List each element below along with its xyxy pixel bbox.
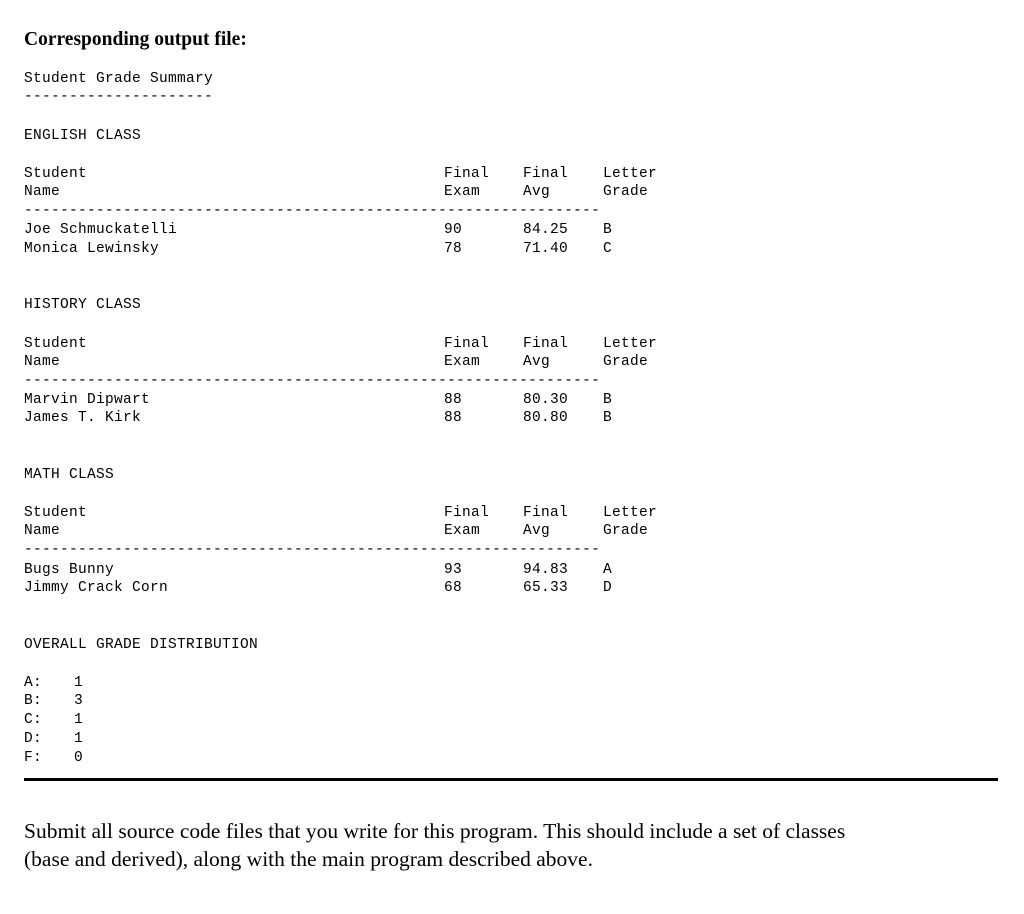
letter-grade: D (603, 580, 613, 596)
final-average: 80.30 (523, 392, 569, 408)
header-name: Name (24, 523, 61, 539)
header-final-avg: Final (523, 336, 569, 352)
letter-grade: B (603, 410, 613, 426)
final-average: 84.25 (523, 222, 569, 238)
header-avg: Avg (523, 523, 551, 539)
report-title-underline: --------------------- (24, 89, 214, 105)
document-heading: Corresponding output file: (24, 29, 247, 50)
grade-count: 1 (74, 731, 84, 747)
header-exam: Exam (444, 523, 481, 539)
header-exam: Exam (444, 354, 481, 370)
submission-instructions (24, 817, 984, 873)
final-average: 80.80 (523, 410, 569, 426)
grade-label: A: (24, 675, 43, 691)
letter-grade: C (603, 241, 613, 257)
student-name: Monica Lewinsky (24, 241, 160, 257)
header-letter: Letter (603, 166, 658, 182)
grade-count: 3 (74, 693, 84, 709)
header-final: Final (444, 505, 490, 521)
instructions-line: Submit all source code files that you write for this program. This should include a set of classes (24, 819, 846, 843)
final-exam-score: 78 (444, 241, 463, 257)
final-exam-score: 88 (444, 392, 463, 408)
letter-grade: B (603, 392, 613, 408)
letter-grade: A (603, 562, 613, 578)
grade-label: C: (24, 712, 43, 728)
header-letter: Letter (603, 505, 658, 521)
header-grade: Grade (603, 354, 649, 370)
table-separator: ---------------------------------------------------------------- (24, 203, 601, 219)
grade-count: 1 (74, 675, 84, 691)
header-exam: Exam (444, 184, 481, 200)
grade-count: 0 (74, 750, 84, 766)
final-exam-score: 93 (444, 562, 463, 578)
instructions-line: (base and derived), along with the main program described above. (24, 847, 593, 871)
horizontal-rule (24, 778, 998, 781)
letter-grade: B (603, 222, 613, 238)
report-title: Student Grade Summary (24, 71, 214, 87)
distribution-title: OVERALL GRADE DISTRIBUTION (24, 637, 259, 653)
section-title: ENGLISH CLASS (24, 128, 142, 144)
student-name: Marvin Dipwart (24, 392, 151, 408)
header-final-avg: Final (523, 505, 569, 521)
student-name: James T. Kirk (24, 410, 142, 426)
table-separator: ---------------------------------------------------------------- (24, 373, 601, 389)
header-avg: Avg (523, 184, 551, 200)
section-title: MATH CLASS (24, 467, 115, 483)
header-letter: Letter (603, 336, 658, 352)
final-exam-score: 88 (444, 410, 463, 426)
grade-label: B: (24, 693, 43, 709)
grade-label: D: (24, 731, 43, 747)
final-average: 65.33 (523, 580, 569, 596)
final-average: 94.83 (523, 562, 569, 578)
header-final: Final (444, 336, 490, 352)
student-name: Bugs Bunny (24, 562, 115, 578)
final-exam-score: 68 (444, 580, 463, 596)
header-avg: Avg (523, 354, 551, 370)
header-final: Final (444, 166, 490, 182)
grade-count: 1 (74, 712, 84, 728)
student-name: Joe Schmuckatelli (24, 222, 178, 238)
header-name: Name (24, 354, 61, 370)
header-grade: Grade (603, 184, 649, 200)
section-title: HISTORY CLASS (24, 297, 142, 313)
final-exam-score: 90 (444, 222, 463, 238)
final-average: 71.40 (523, 241, 569, 257)
student-name: Jimmy Crack Corn (24, 580, 169, 596)
header-student: Student (24, 166, 88, 182)
header-student: Student (24, 505, 88, 521)
header-student: Student (24, 336, 88, 352)
table-separator: ---------------------------------------------------------------- (24, 542, 601, 558)
grade-label: F: (24, 750, 43, 766)
header-final-avg: Final (523, 166, 569, 182)
header-name: Name (24, 184, 61, 200)
header-grade: Grade (603, 523, 649, 539)
